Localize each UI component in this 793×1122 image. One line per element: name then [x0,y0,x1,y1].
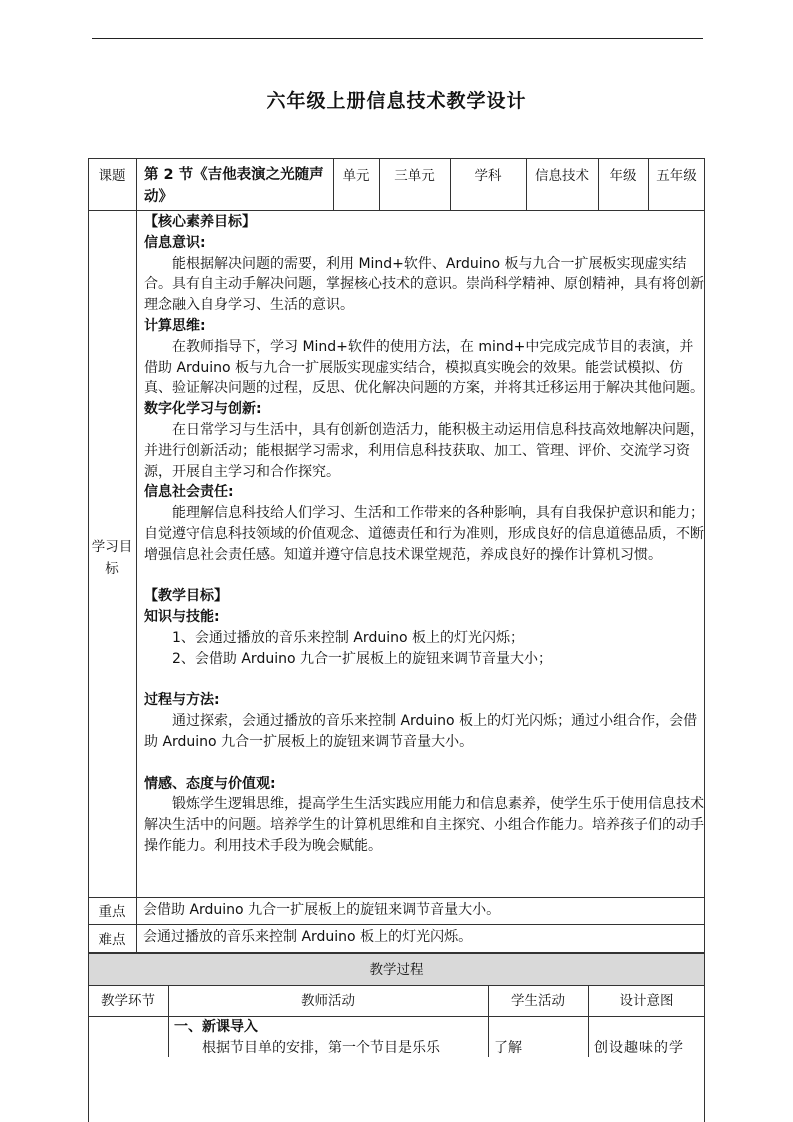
subject-value: 信息技术 [535,168,589,184]
objectives-content [144,212,704,857]
teaching-process-title: 教学过程 [369,962,424,978]
emotion-text: 锻炼学生逻辑思维，提高学生生活实践应用能力和信息素养，使学生乐于使用信息技术解决生活中的问题。培养学生的计算机思维和自主探究、小组合作能力。培养孩子们的动手操作能力。利用技术手段为晚会赋能。 [144,796,704,854]
difficult-point-label: 难点 [98,932,126,948]
social-responsibility-heading: 信息社会责任: [144,484,234,501]
difficult-point-text: 会通过播放的音乐来控制 Arduino 板上的灯光闪烁。 [143,929,473,945]
topic-label: 课题 [98,168,126,184]
row-divider [88,985,705,986]
subject-label: 学科 [474,168,502,184]
info-awareness-heading: 信息意识: [144,234,206,251]
process-method-heading: 过程与方法: [144,692,220,709]
process-method-text: 通过探索，会通过播放的音乐来控制 Arduino 板上的灯光闪烁；通过小组合作，会借助 Arduino 九合一扩展板上的旋钮来调节音量大小。 [144,713,698,750]
knowledge-heading: 知识与技能: [144,609,220,626]
knowledge-item-2: 2、会借助 Arduino 九合一扩展板上的旋钮来调节音量大小； [172,650,552,667]
unit-value: 三单元 [394,168,435,184]
col-student-header: 学生活动 [511,993,565,1009]
digital-learning-text: 在日常学习与生活中，具有创新创造活力，能积极主动运用信息科技高效地解决问题，并进行创新活动；能根据学习需求，利用信息科技获取、加工、管理、评价、交流学习资源，开展自主学习和合作探究。 [144,421,704,480]
social-responsibility-text: 能理解信息科技给人们学习、生活和工作带来的各种影响，具有自我保护意识和能力；自觉遵守信息科技领域的价值观念、道德责任和行为准则，形成良好的信息道德品质，不断增强信息社会责任感。知道并遵守信息技术课堂规范，养成良好的操作计算机习惯。 [144,505,704,563]
knowledge-item-1: 1、会通过播放的音乐来控制 Arduino 板上的灯光闪烁； [172,629,524,646]
header-rule [92,38,703,39]
computational-text: 在教师指导下，学习 Mind+软件的使用方法，在 mind+中完成完成节目的表演，并借助 Arduino 板与九合一扩展版实现虚实结合，模拟真实晚会的效果。能尝试模拟、仿真、验证解决问题的过程，反思、优化解决问题的方案，并将其迁移运用于解决其他问题。 [144,338,704,397]
grade-value: 五年级 [656,168,697,184]
col-intent-header: 设计意图 [619,993,674,1009]
new-lesson-intro-heading: 一、新课导入 [174,1019,258,1035]
row-divider [88,210,705,211]
digital-learning-heading: 数字化学习与创新: [144,401,262,418]
document-title: 六年级上册信息技术教学设计 [266,90,527,112]
computational-heading: 计算思维: [144,317,206,334]
info-awareness-text: 能根据解决问题的需要，利用 Mind+软件、Arduino 板与九合一扩展板实现虚实结合。具有自主动手解决问题，掌握核心技术的意识。崇尚科学精神、原创精神，具有将创新理念融入自身学习、生活的意识。 [144,255,704,314]
row-divider [88,924,705,925]
grade-label: 年级 [609,168,637,184]
topic-value: 第 2 节《吉他表演之光随声动》 [144,167,324,205]
teaching-objectives-heading: 【教学目标】 [144,588,228,605]
row-divider [88,897,705,898]
col-teacher-header: 教师活动 [301,993,355,1009]
key-point-label: 重点 [98,904,126,920]
col-stage-header: 教学环节 [101,993,155,1009]
key-point-text: 会借助 Arduino 九合一扩展板上的旋钮来调节音量大小。 [143,902,501,918]
core-literacy-heading: 【核心素养目标】 [144,214,256,230]
new-lesson-intro-text: 根据节目单的安排，第一个节目是乐乐 [202,1040,440,1056]
emotion-heading: 情感、态度与价值观: [144,775,276,792]
student-activity-text: 了解 [494,1040,522,1056]
col-divider [136,158,137,953]
design-intent-text: 创设趣味的学 [594,1040,684,1056]
objectives-label: 学习目标 [91,539,133,577]
unit-label: 单元 [342,168,370,184]
